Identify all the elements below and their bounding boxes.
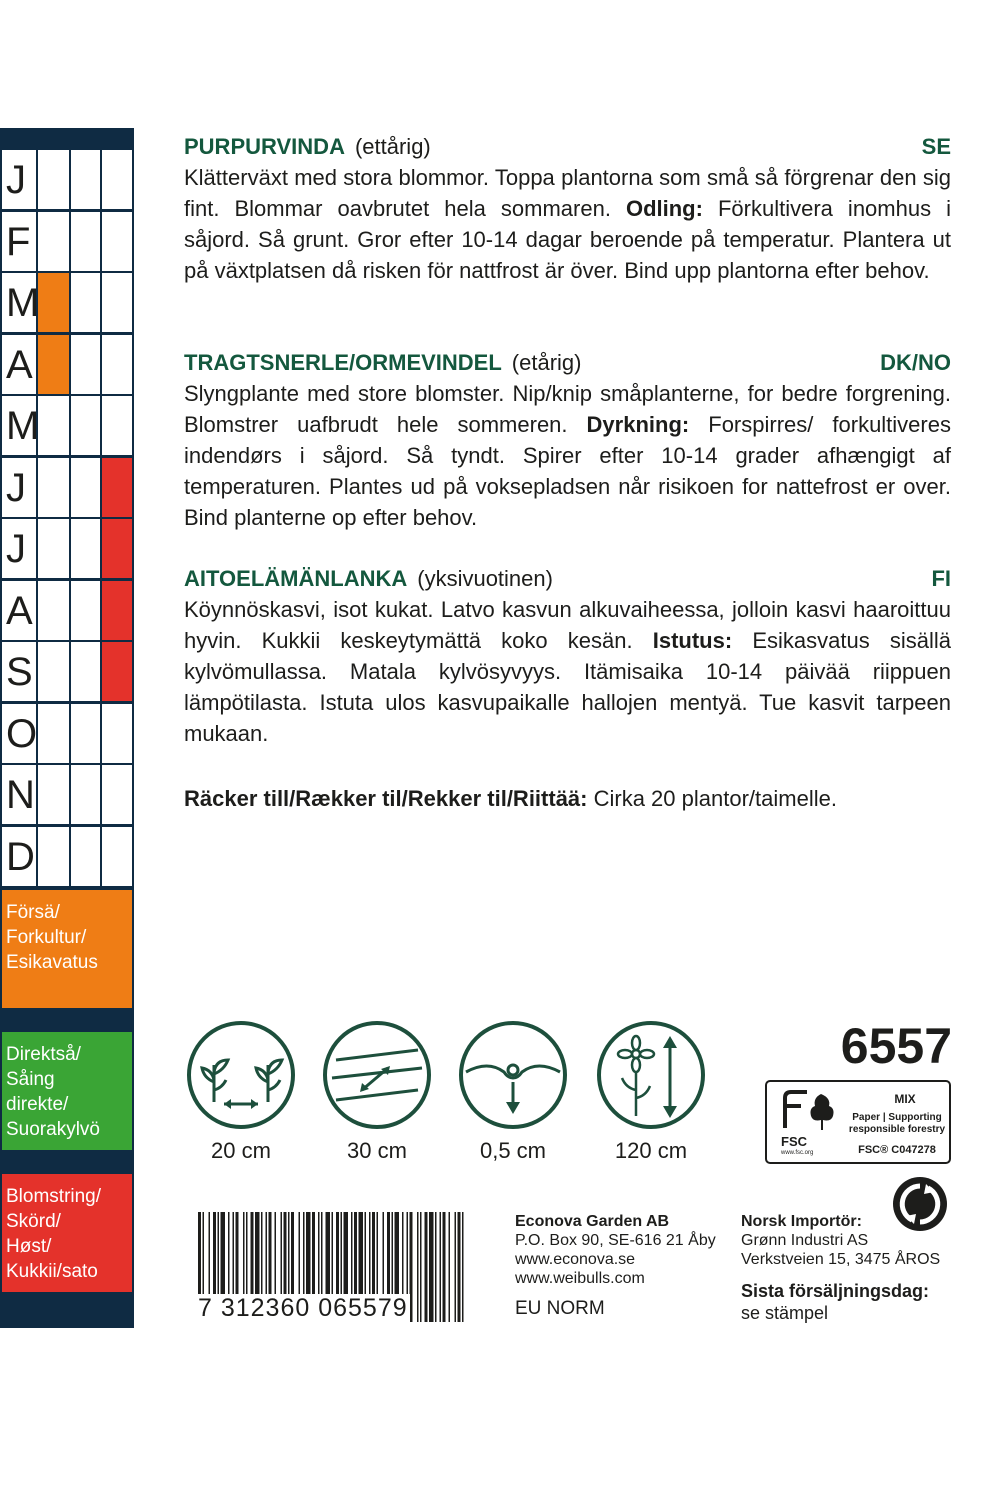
section-dk-no	[184, 348, 951, 533]
month-row	[2, 765, 132, 824]
month-letter: N	[6, 773, 35, 817]
bloom-cell	[102, 519, 132, 578]
plant-height-label: 120 cm	[614, 1138, 688, 1163]
month-row	[2, 581, 132, 640]
legend-line: Høst/	[6, 1236, 52, 1257]
legend-line: Esikavatus	[6, 952, 98, 973]
plant-height-icon	[596, 1020, 706, 1130]
barcode-bar	[417, 1212, 419, 1322]
month-row	[2, 642, 132, 701]
legend-sow-indoor	[2, 890, 132, 1008]
month-row	[2, 212, 132, 271]
plant-spacing-label: 20 cm	[211, 1138, 271, 1163]
importer-name: Grønn Industri AS	[741, 1232, 869, 1249]
company-address	[515, 1212, 716, 1288]
barcode-bar	[449, 1212, 451, 1322]
legend-line: Försä/	[6, 902, 60, 923]
month-row	[2, 273, 132, 332]
fsc-paper-text: Paper | Supporting responsible forestry	[848, 1112, 946, 1135]
fsc-url: www.fsc.org	[781, 1150, 814, 1156]
month-row	[2, 150, 132, 209]
importer-title: Norsk Importör:	[741, 1213, 862, 1230]
barcode-bar	[458, 1212, 461, 1322]
address-line: P.O. Box 90, SE-616 21 Åby	[515, 1232, 716, 1249]
quantity-note: Räcker till/Rækker til/Rekker til/Riittää: Cirka 20 plantor/taimelle.	[184, 786, 837, 811]
month-letter: J	[6, 527, 26, 571]
fsc-label	[765, 1080, 951, 1164]
legend-line: Direktså/	[6, 1044, 81, 1065]
bloom-cell	[102, 642, 132, 701]
barcode-bar	[462, 1212, 464, 1322]
plant-type: (etårig)	[511, 350, 582, 375]
fsc-logo-text: FSC	[781, 1134, 807, 1149]
section-fi	[184, 564, 951, 749]
barcode-bar	[429, 1212, 434, 1322]
language-code: FI	[931, 566, 951, 591]
company-name: Econova Garden AB	[515, 1213, 670, 1230]
bloom-cell	[102, 458, 132, 517]
legend-line: Såing	[6, 1069, 55, 1090]
fsc-tree-icon	[779, 1088, 837, 1134]
sow-indoor-cell	[38, 335, 69, 394]
row-spacing-icon	[322, 1020, 432, 1130]
importer-address	[741, 1212, 940, 1269]
article-number: 6557	[840, 1018, 952, 1074]
website-link: www.weibulls.com	[515, 1270, 645, 1287]
barcode-bar	[425, 1212, 428, 1322]
legend-sow-direct	[2, 1032, 132, 1150]
fsc-mix: MIX	[894, 1092, 916, 1106]
barcode-bar	[410, 1212, 413, 1322]
last-sale-value: se stämpel	[741, 1303, 829, 1323]
website-link: www.econova.se	[515, 1251, 636, 1268]
barcode-bar	[420, 1212, 422, 1322]
month-row	[2, 704, 132, 763]
barcode-bar	[435, 1212, 437, 1322]
barcode-bar	[443, 1212, 446, 1322]
row-spacing-label: 30 cm	[347, 1138, 407, 1163]
month-letter: S	[6, 650, 33, 694]
language-code: DK/NO	[880, 350, 951, 375]
legend-line: Kukkii/sato	[6, 1261, 98, 1282]
month-letter: F	[6, 219, 31, 264]
last-sale-date	[741, 1280, 929, 1324]
description: Klätterväxt med stora blommor. Toppa plantorna som små så förgrenar den sig fint. Blommar oavbrutet hela sommaren. Odling: Förkultivera inomhus i såjord. Så grunt. Gror efter 10-14 dagar beroende på temperatur. Plantera ut på växtplatsen då risken för nattfrost är över. Bind upp plantorna efter behov.	[184, 165, 951, 283]
bloom-cell	[102, 581, 132, 640]
month-letter: J	[6, 158, 26, 202]
importer-street: Verkstveien 15, 3475 ÅROS	[741, 1251, 941, 1268]
legend-bloom	[2, 1174, 132, 1292]
month-letter: O	[6, 711, 38, 756]
plant-name: AITOELÄMÄNLANKA	[184, 566, 408, 591]
month-letter: D	[6, 834, 35, 879]
plant-name: TRAGTSNERLE/ORMEVINDEL	[184, 350, 502, 375]
sowing-depth-icon	[458, 1020, 568, 1130]
section-se	[184, 132, 951, 286]
legend-line: Forkultur/	[6, 927, 87, 948]
barcode-bar	[440, 1212, 442, 1322]
plant-name: PURPURVINDA	[184, 134, 345, 159]
eu-norm: EU NORM	[515, 1298, 605, 1319]
month-letter: A	[6, 342, 33, 387]
month-letter: J	[6, 465, 26, 510]
month-row	[2, 519, 132, 578]
legend-line: Suorakylvö	[6, 1119, 100, 1140]
description: Köynnöskasvi, isot kukat. Latvo kasvun alkuvaiheessa, jolloin kasvi haaroittuu hyvin. Kukkii keskeytymättä koko kesän. Istutus: Esikasvatus sisällä kylvömullassa. Matala kylvösyvyys. Itämisaika 10-14 päivää riippuen lämpötilasta. Istuta ulos kasvupaikalle hallojen mentyä. Tue kasvit tarpeen mukaan.	[184, 597, 951, 746]
language-code: SE	[921, 134, 951, 159]
month-row	[2, 458, 132, 517]
legend-line: Skörd/	[6, 1211, 61, 1232]
month-row	[2, 396, 132, 455]
plant-type: (yksivuotinen)	[417, 566, 553, 591]
month-letter: M	[6, 281, 40, 325]
month-row	[2, 827, 132, 886]
barcode-digits: 7 312360 065579	[198, 1294, 408, 1322]
sow-indoor-cell	[38, 273, 69, 332]
plant-type: (ettårig)	[354, 134, 431, 159]
month-row	[2, 335, 132, 394]
description: Slyngplante med store blomster. Nip/knip småplanterne, for bedre forgrening. Blomstrer uafbrudt hele sommeren. Dyrkning: Forspirres/ forkultiveres indendørs i såjord. Så tyndt. Spirer efter 10-14 grader afhængigt af temperaturen. Plantes ud på voksepladsen når risikoen for nattefrost er over. Bind planterne op efter behov.	[184, 381, 951, 530]
legend-line: direkte/	[6, 1094, 69, 1115]
sowing-depth-label: 0,5 cm	[479, 1138, 547, 1163]
fsc-code: FSC® C047278	[858, 1144, 936, 1156]
month-letter: A	[6, 588, 33, 633]
barcode-bar	[455, 1212, 457, 1322]
legend-line: Blomstring/	[6, 1186, 102, 1207]
last-sale-title: Sista försäljningsdag:	[741, 1281, 930, 1301]
month-letter: M	[6, 404, 40, 448]
plant-spacing-icon	[186, 1020, 296, 1130]
